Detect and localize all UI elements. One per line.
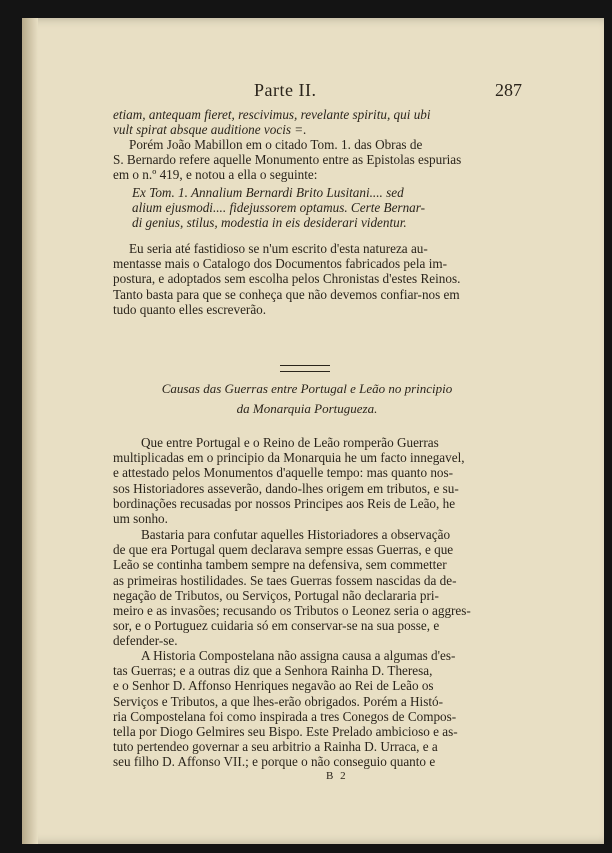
paragraph-5: A Historia Compostelana não assigna causa a algumas d'es- tas Guerras; e a outras diz que a Senhora Rainha D. Theresa, e o Senhor D. Affonso Henriques negavão ao Rei de Leão os Serviços e Tributos, a que lhes-erão obrigados. Porém a Histó- ria Compostelana foi como inspirada a tres Conegos de Compos- tella por Diogo Gelmires seu Bispo. Este Prelado ambicioso e as- tuto pertendeo governar a seu arbitrio a Rainha D. Urraca, e a seu filho D. Affonso VII.; e porque o não conseguio quanto e bbox=[113, 648, 458, 770]
running-title: Parte II. bbox=[254, 80, 317, 100]
book-page bbox=[22, 18, 604, 844]
page-number: 287 bbox=[495, 80, 522, 100]
running-header bbox=[254, 76, 522, 106]
paragraph-3: Que entre Portugal e o Reino de Leão romperão Guerras multiplicadas em o principio da Monarquia he um facto innegavel, e attestado pelos Monumentos d'aquelle tempo: mas quanto nos- sos Historiadores asseverão, dando-lhes origem em tributos, e su- bordinações recusadas por nossos Principes aos Reis de Leão, he um sonho. bbox=[113, 435, 465, 527]
top-quote: etiam, antequam fieret, rescivimus, revelante spiritu, qui ubi vult spirat absque auditione vocis =. bbox=[113, 107, 431, 138]
signature-mark: B 2 bbox=[326, 770, 348, 782]
page-gutter-shadow bbox=[22, 18, 38, 844]
section-heading-line-1: Causas das Guerras entre Portugal e Leão no principio bbox=[161, 381, 453, 396]
paragraph-4: Bastaria para confutar aquelles Historiadores a observação de que era Portugal quem declarava sempre essas Guerras, e que Leão se continha tambem sempre na defensiva, sem commetter as primeiras hostilidades. Se taes Guerras fossem nascidas da de- negação de Tributos, ou Serviços, Portugal não declararia pri- meiro e as invasões; recusando os Tributos o Leonez seria o aggres- sor, e o Portuguez cuidaria só em conservar-se na sua posse, e defender-se. bbox=[113, 527, 471, 649]
paragraph-1: Porém João Mabillon em o citado Tom. 1. das Obras de S. Bernardo refere aquelle Monumento entre as Epistolas espurias em o n.º 419, e notou a ella o seguinte: bbox=[113, 137, 462, 183]
section-heading-line-2: da Monarquia Portugueza. bbox=[236, 401, 378, 416]
paragraph-2: Eu seria até fastidioso se n'um escrito d'esta natureza au- mentasse mais o Catalogo dos Documentos fabricados pela im- postura, e adoptados sem escolha pelos Chronistas d'estes Reinos. Tanto basta para que se conheça que não devemos confiar-nos em tudo quanto elles escreverão. bbox=[113, 241, 461, 317]
latin-quote: Ex Tom. 1. Annalium Bernardi Brito Lusitani.... sed alium ejusmodi.... fidejussorem optamus. Certe Bernar- di genius, stilus, modestia in eis desiderari videntur. bbox=[132, 185, 426, 231]
section-divider bbox=[280, 365, 330, 372]
